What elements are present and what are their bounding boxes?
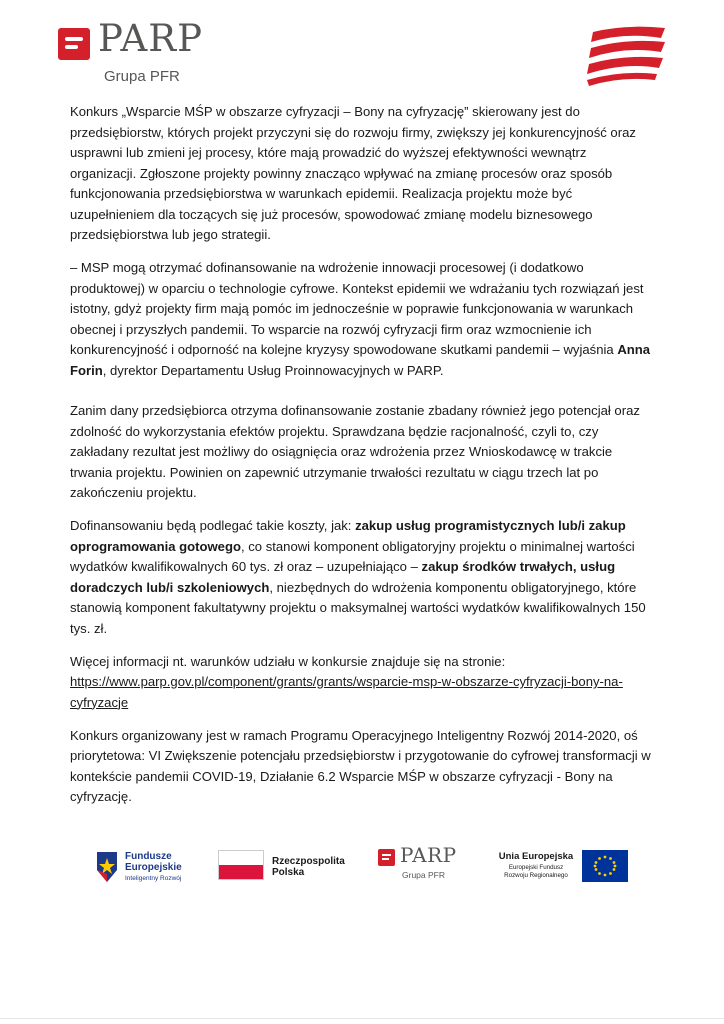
footer-parp-logo: PARP Grupa PFR — [378, 846, 478, 890]
paragraph-quote: – MSP mogą otrzymać dofinansowanie na wdrożenie innowacji procesowej (i dodatkowo produktowej) w oparciu o technologie cyfrowe. Kontekst epidemii we wdrażaniu tych rozwiązań jest istotny, gdyż projekty firm mają pomóc im jednocześnie w poprawie funkcjonowania w warunkach obecnej i przyszłych pandemii. To wsparcie na rozwój cyfryzacji firm oraz wzmocnienie ich konkurencyjność i odporność na kolejne kryzysy spowodowane skutkami pandemii – wyjaśnia Anna Forin, dyrektor Departamentu Usług Proinnowacyjnych w PARP. — [70, 260, 651, 378]
paragraph-costs: Dofinansowaniu będą podlegać takie koszty, jak: zakup usług programistycznych lub/i zakup oprogramowania gotowego, co stanowi komponent obligatoryjny projektu o minimalnej wartości wydatków kwalifikowalnych 60 tys. zł oraz – uzupełniająco – zakup środków trwałych, usług doradczych lub/i szkoleniowych, niezbędnych do wdrożenia komponentu obligatoryjnego, które stanowią komponent fakultatywny projektu o maksymalnej wartości wydatków kwalifikowalnych 150 tys. zł. — [70, 518, 646, 636]
parp-logo-text: PARP — [98, 17, 203, 60]
paragraph-evaluation: Zanim dany przedsiębiorca otrzyma dofinansowanie zostanie zbadany również jego potencjał oraz zdolność do wykorzystania efektów projektu. Sprawdzana będzie racjonalność, czyli to, czy zakładany rezultat jest możliwy do osiągnięcia oraz wdrożenia przez Wnioskodawcę w trakcie trwania projektu. Powinien on zapewnić utrzymanie trwałości rezultatu w ciągu trzech lat po zakończeniu projektu. — [70, 403, 640, 500]
paragraph-more-info: Więcej informacji nt. warunków udziału w konkursie znajduje się na stronie: https://www.parp.gov.pl/component/grants/grants/wsparcie-msp-w-obszarze-cyfryzacji-bony-na-cyfryzacje — [70, 653, 623, 710]
unia-europejska-logo: Unia Europejska Europejski Fundusz Rozwoju Regionalnego — [494, 848, 634, 890]
fundusze-europejskie-icon — [95, 850, 119, 884]
red-stripes-logo-icon — [585, 24, 669, 88]
footer-parp-icon — [378, 849, 395, 866]
eu-flag-icon — [582, 850, 628, 882]
footer-logos — [0, 838, 724, 898]
poland-flag-icon — [218, 850, 264, 880]
fundusze-europejskie-logo: Fundusze Europejskie Inteligentny Rozwój — [95, 846, 205, 888]
paragraph-program: Konkurs organizowany jest w ramach Programu Operacyjnego Inteligentny Rozwój 2014-2020, oś priorytetowa: VI Zwiększenie potencjału przedsiębiorstw i przygotowanie do cyfrowej transformacji w kontekście pandemii COVID-19, Działanie 6.2 Wsparcie MŚP w obszarze cyfryzacji - Bony na cyfryzację. — [70, 727, 651, 804]
page-bottom-divider — [0, 1018, 724, 1019]
parp-logo — [58, 17, 248, 94]
grant-info-link[interactable]: https://www.parp.gov.pl/component/grants/grants/wsparcie-msp-w-obszarze-cyfryzacji-bony-na-cyfryzacje — [70, 674, 623, 710]
parp-logo-icon — [58, 28, 90, 60]
paragraph-intro: Konkurs „Wsparcie MŚP w obszarze cyfryzacji – Bony na cyfryzację” skierowany jest do przedsiębiorstw, których projekt przyczyni się do rozwoju firmy, zwiększy jej konkurencyjność oraz usprawni lub zmieni jej procesy, które mają prowadzić do wyższej efektywności wewnątrz organizacji. Zgłoszone projekty powinny znacząco wpływać na zmianę procesów oraz sposób funkcjonowania przedsiębiorstwa w warunkach epidemii. Realizacja projektu może być uzupełnieniem dla toczących się już procesów, spowodować zmianę modelu biznesowego przedsiębiorstwa lub jego strategii. — [70, 104, 636, 242]
article-body — [70, 102, 655, 820]
rzeczpospolita-polska-logo: Rzeczpospolita Polska — [218, 850, 348, 886]
parp-logo-subtitle: Grupa PFR — [104, 68, 180, 85]
quoted-person-name: Anna Forin — [70, 342, 651, 378]
